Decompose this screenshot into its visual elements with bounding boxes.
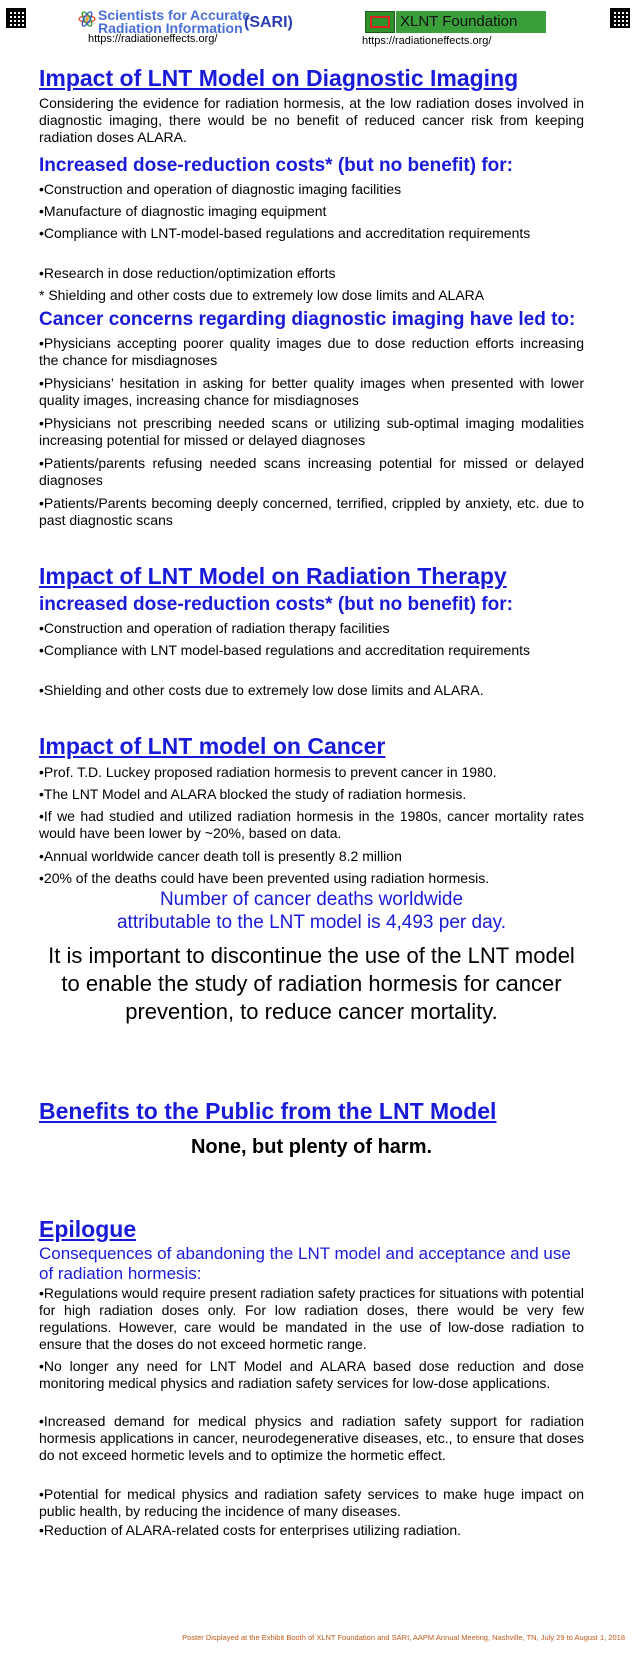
diagnostic-cost-item: •Construction and operation of diagnostic imaging facilities bbox=[39, 181, 402, 197]
therapy-item: •Shielding and other costs due to extremely low dose limits and ALARA. bbox=[39, 682, 484, 698]
cancer-item: •20% of the deaths could have been prevented using radiation hormesis. bbox=[39, 870, 490, 886]
epilogue-item: •Reduction of ALARA-related costs for enterprises utilizing radiation. bbox=[39, 1522, 462, 1538]
xlnt-name: XLNT Foundation bbox=[396, 11, 546, 33]
diagnostic-imaging-title: Impact of LNT Model on Diagnostic Imaging bbox=[39, 65, 519, 91]
cancer-deaths-callout bbox=[39, 888, 584, 934]
qr-code-left bbox=[6, 8, 26, 28]
cancer-item: •Annual worldwide cancer death toll is presently 8.2 million bbox=[39, 848, 402, 864]
therapy-costs-heading: increased dose-reduction costs* (but no benefit) for: bbox=[39, 594, 513, 615]
sari-abbr: (SARI) bbox=[244, 14, 293, 31]
public-benefits-title: Benefits to the Public from the LNT Model bbox=[39, 1098, 497, 1124]
atom-icon bbox=[78, 10, 96, 28]
cancer-conclusion-statement: It is important to discontinue the use of the LNT model to enable the study of radiation hormesis for cancer prevention, to reduce cancer mortality. bbox=[48, 943, 575, 1024]
diagnostic-intro: Considering the evidence for radiation hormesis, at the low radiation doses involved in diagnostic imaging, there would be no benefit of reduced cancer risk from keeping radiation doses ALARA. bbox=[39, 95, 584, 145]
diagnostic-concern-item: •Patients/parents refusing needed scans increasing potential for missed or delayed diagnoses bbox=[39, 455, 584, 488]
therapy-item: •Compliance with LNT model-based regulations and accreditation requirements bbox=[39, 642, 531, 658]
sari-url-link[interactable]: https://radiationeffects.org/ bbox=[88, 33, 218, 45]
diagnostic-concern-item: •Patients/Parents becoming deeply concerned, terrified, crippled by anxiety, etc. due to past diagnostic scans bbox=[39, 495, 584, 528]
epilogue-title: Epilogue bbox=[39, 1216, 137, 1242]
sari-name: Scientists for Accurate Radiation Information bbox=[98, 7, 250, 36]
epilogue-item: •No longer any need for LNT Model and ALARA based dose reduction and dose monitoring medical physics and radiation safety services for low-dose applications. bbox=[39, 1358, 584, 1391]
public-benefits-text: None, but plenty of harm. bbox=[190, 1136, 433, 1158]
diagnostic-cost-item: •Compliance with LNT-model-based regulations and accreditation requirements bbox=[39, 225, 531, 241]
callout-line-1: Number of cancer deaths worldwide bbox=[159, 889, 464, 910]
callout-line-2: attributable to the LNT model is 4,493 per day. bbox=[116, 912, 507, 933]
cancer-item: •Prof. T.D. Luckey proposed radiation hormesis to prevent cancer in 1980. bbox=[39, 764, 497, 780]
diagnostic-cost-item: •Manufacture of diagnostic imaging equipment bbox=[39, 203, 327, 219]
xlnt-url-link[interactable]: https://radiationeffects.org/ bbox=[362, 35, 492, 47]
diagnostic-concern-item: •Physicians’ hesitation in asking for better quality images when presented with lower quality images, increasing chance for misdiagnoses bbox=[39, 375, 584, 408]
diagnostic-cost-footnote: * Shielding and other costs due to extremely low dose limits and ALARA bbox=[39, 287, 485, 303]
poster-footer: Poster Displayed at the Exhibit Booth of XLNT Foundation and SARI, AAPM Annual Meeting, Nashville, TN, July 29 to August 1, 2018 bbox=[182, 1633, 625, 1642]
epilogue-item: •Increased demand for medical physics and radiation safety support for radiation hormesis applications in cancer, neurodegenerative diseases, etc., to ensure that doses do not exceed hormetic levels and to optimize the hormetic effect. bbox=[39, 1413, 584, 1463]
poster-header bbox=[0, 0, 638, 52]
cancer-impact-title: Impact of LNT model on Cancer bbox=[39, 733, 386, 759]
qr-code-right bbox=[610, 8, 630, 28]
diagnostic-cost-item: •Research in dose reduction/optimization efforts bbox=[39, 265, 336, 281]
radiation-therapy-title: Impact of LNT Model on Radiation Therapy bbox=[39, 563, 507, 589]
therapy-item: •Construction and operation of radiation therapy facilities bbox=[39, 620, 390, 636]
epilogue-item: •Potential for medical physics and radiation safety services to make huge impact on public health, by reducing the incidence of many diseases. bbox=[39, 1486, 584, 1519]
diagnostic-concerns-heading: Cancer concerns regarding diagnostic imaging have led to: bbox=[39, 309, 576, 330]
cancer-item: •The LNT Model and ALARA blocked the study of radiation hormesis. bbox=[39, 786, 467, 802]
cancer-item: •If we had studied and utilized radiation hormesis in the 1980s, cancer mortality rates would have been lower by ~20%, based on data. bbox=[39, 808, 584, 841]
epilogue-item: •Regulations would require present radiation safety practices for situations with potential for high radiation doses only. For low radiation doses, there would be very few regulations. However, care would be mandated in the use of low-dose radiation to ensure that the doses do not exceed hormetic range. bbox=[39, 1285, 584, 1352]
diagnostic-costs-heading: Increased dose-reduction costs* (but no benefit) for: bbox=[39, 155, 513, 176]
epilogue-subheading: Consequences of abandoning the LNT model and acceptance and use of radiation hormesis: bbox=[39, 1244, 571, 1283]
diagnostic-concern-item: •Physicians not prescribing needed scans or utilizing sub-optimal imaging modalities increasing potential for missed or delayed diagnoses bbox=[39, 415, 584, 448]
xlnt-logo bbox=[365, 11, 395, 33]
diagnostic-concern-item: •Physicians accepting poorer quality images due to dose reduction efforts increasing the chance for misdiagnoses bbox=[39, 335, 584, 368]
